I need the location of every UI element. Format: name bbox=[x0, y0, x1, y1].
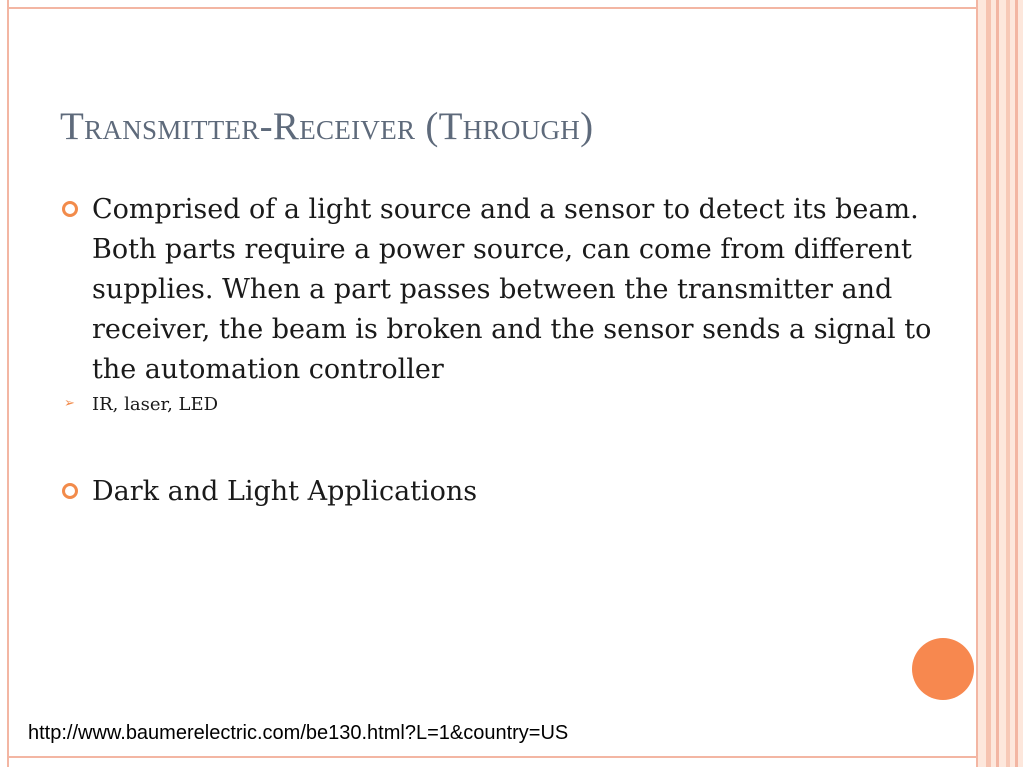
slide-body bbox=[62, 190, 942, 512]
decorative-stripes bbox=[976, 0, 1023, 767]
stripe bbox=[976, 0, 978, 767]
arrow-bullet-icon: ➢ bbox=[64, 396, 75, 411]
stripe bbox=[1015, 0, 1018, 767]
bullet-item bbox=[62, 190, 942, 390]
sub-bullet-item bbox=[62, 392, 942, 418]
bullet-item bbox=[62, 472, 942, 512]
bullet-text: Comprised of a light source and a sensor to detect its beam. Both parts require a power source, can come from different supplies. When a part passes between the transmitter and receiver, the beam is broken and the sensor sends a signal to the automation controller bbox=[92, 194, 932, 385]
stripe bbox=[1006, 0, 1010, 767]
stripe bbox=[996, 0, 999, 767]
sub-bullet-text: IR, laser, LED bbox=[92, 394, 219, 415]
slide-title: Transmitter-Receiver (Through) bbox=[60, 105, 594, 148]
ring-bullet-icon bbox=[62, 201, 78, 217]
bottom-frame-line bbox=[7, 756, 976, 758]
decorative-circle bbox=[912, 638, 974, 700]
bullet-text: Dark and Light Applications bbox=[92, 476, 478, 507]
source-url[interactable]: http://www.baumerelectric.com/be130.html?L=1&country=US bbox=[28, 722, 569, 744]
top-frame-line bbox=[7, 7, 976, 9]
stripe bbox=[986, 0, 991, 767]
left-frame-line bbox=[7, 0, 9, 767]
ring-bullet-icon bbox=[62, 483, 78, 499]
